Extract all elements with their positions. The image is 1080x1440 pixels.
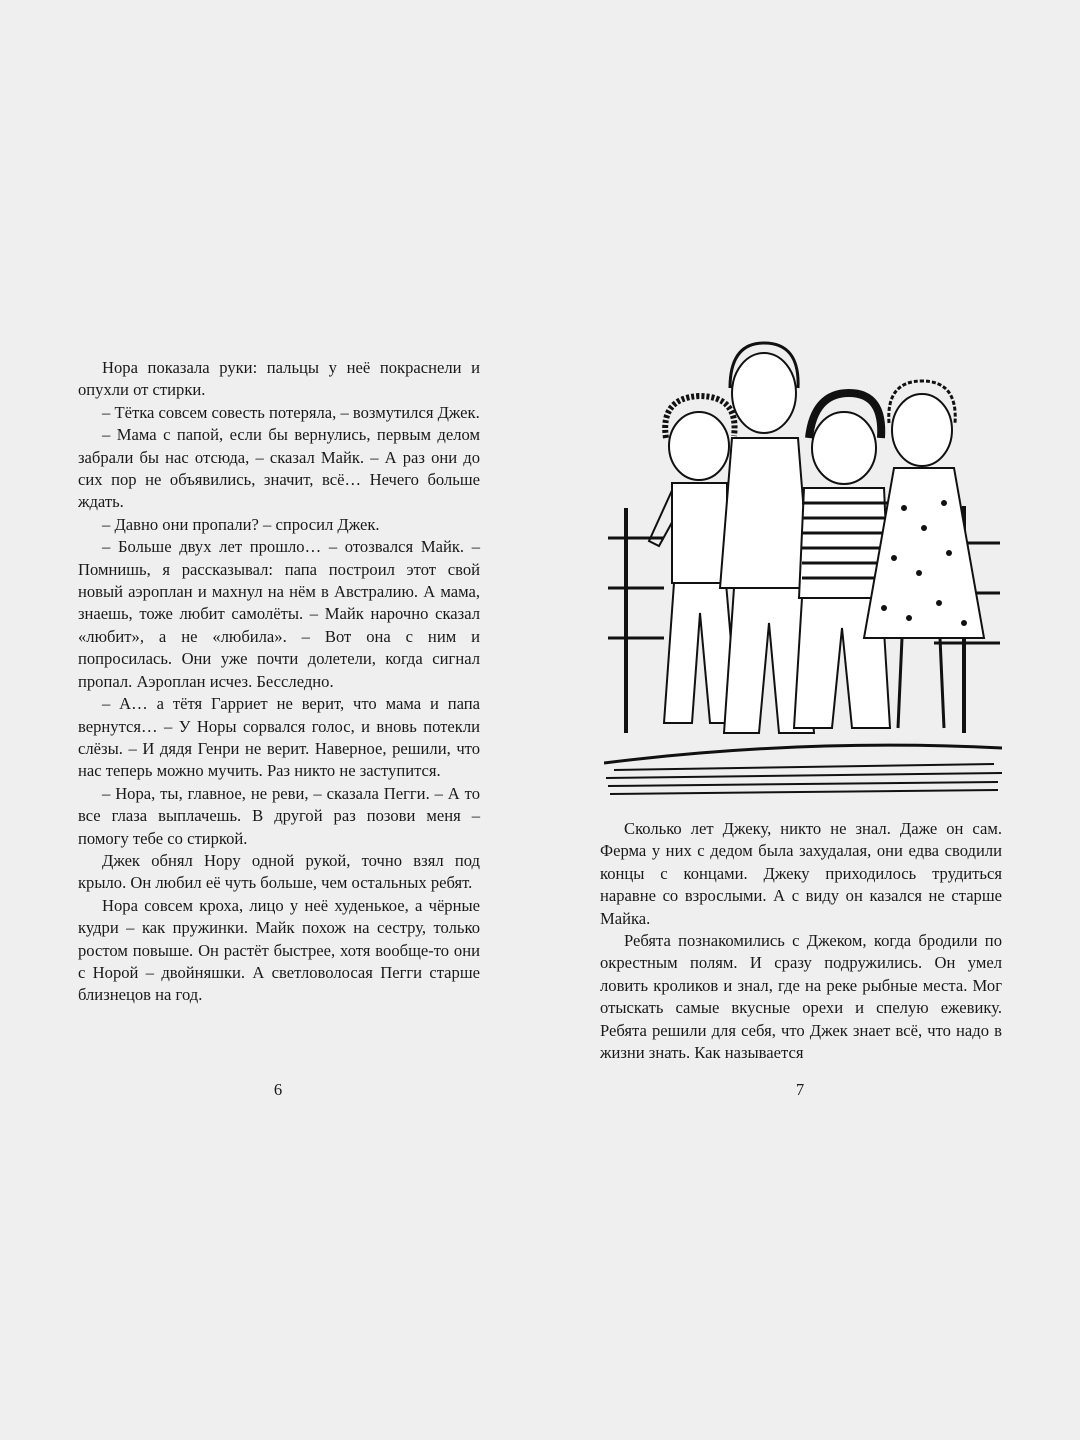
paragraph: – Давно они пропали? – спросил Джек. — [102, 514, 380, 534]
page-number: 6 — [273, 1080, 283, 1099]
children-by-fence-illustration — [604, 338, 1002, 800]
page-number: 7 — [795, 1080, 805, 1099]
left-text-column — [78, 357, 480, 1007]
paragraph: – Нора, ты, главное, не реви, – сказала Пегги. – А то все глаза выплачешь. В другой раз позови меня – помогу тебе со стиркой. — [78, 783, 480, 848]
paragraph: – Тётка совсем совесть потеряла, – возмутился Джек. — [102, 402, 480, 422]
paragraph: Сколько лет Джеку, никто не знал. Даже он сам. Ферма у них с дедом была захудалая, они едва сводили концы с концами. Джеку приходилось трудиться наравне со взрослыми. А с виду он казался не старше Майка. — [600, 819, 1002, 928]
paragraph: – А… а тётя Гарриет не верит, что мама и папа вернутся… – У Норы сорвался голос, и вновь потекли слёзы. – И дядя Генри не верит. Наверное, решили, что нас теперь можно мучить. Раз никто не заступится. — [78, 694, 480, 781]
right-text-column — [600, 818, 1002, 1064]
paragraph: Нора совсем кроха, лицо у неё худенькое, а чёрные кудри – как пружинки. Майк похож на сестру, только ростом повыше. Он растёт быстрее, хотя вообще-то они с Норой – двойняшки. А светловолосая Пегги старше близнецов на год. — [78, 895, 480, 1005]
paragraph: – Мама с папой, если бы вернулись, первым делом забрали бы нас отсюда, – сказал Майк. – А раз они до сих пор не объявились, значит, всё… Нечего больше ждать. — [78, 425, 480, 512]
paragraph: Ребята познакомились с Джеком, когда бродили по окрестным полям. И сразу подружились. Он умел ловить кроликов и знал, где на реке рыбные места. Мог отыскать самые вкусные орехи и спелую ежевику. Ребята решили для себя, что Джек знает всё, что надо в жизни знать. Как называется — [600, 931, 1002, 1063]
paragraph: – Больше двух лет прошло… – отозвался Майк. – Помнишь, я рассказывал: папа построил этот свой новый аэроплан и махнул на нём в Австралию. А мама, знаешь, тоже любит самолёты. – Майк нарочно сказал «любит», а не «любила». – Вот она с ним и попросилась. Они уже почти долетели, когда сигнал пропал. Аэроплан исчез. Бесследно. — [78, 537, 480, 691]
paragraph: Нора показала руки: пальцы у неё покраснели и опухли от стирки. — [78, 358, 480, 400]
paragraph: Джек обнял Нору одной рукой, точно взял под крыло. Он любил её чуть больше, чем остальных ребят. — [78, 850, 480, 893]
